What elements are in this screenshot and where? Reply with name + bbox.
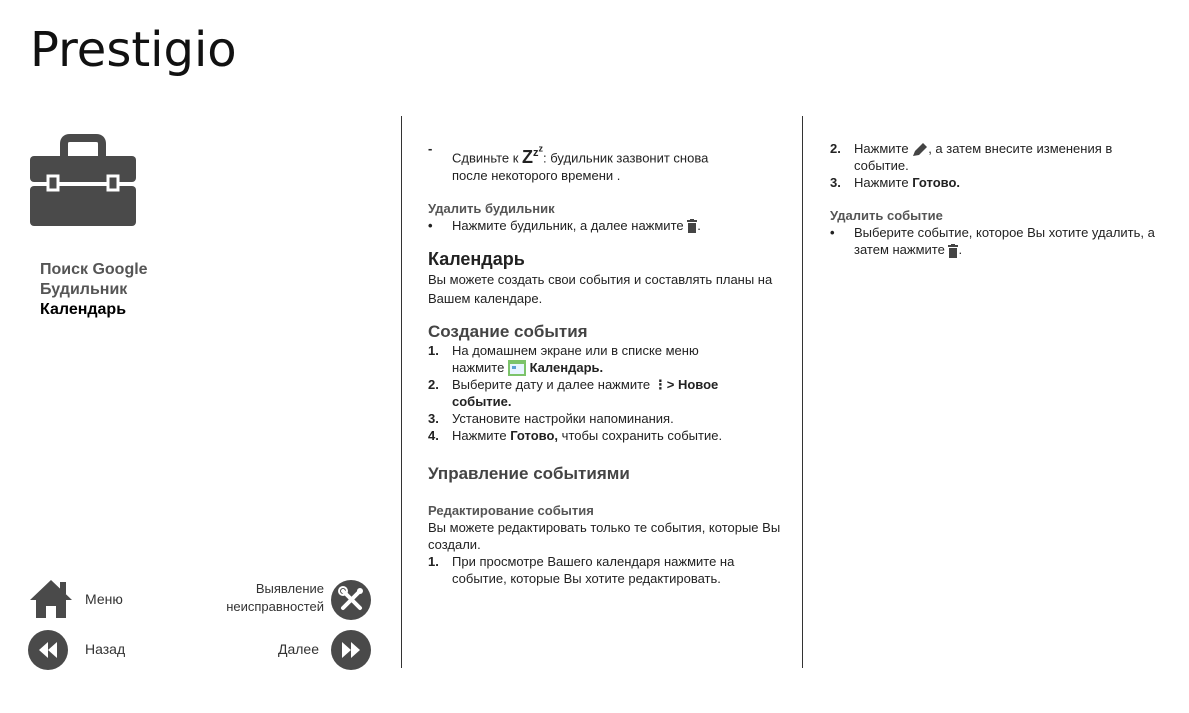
calendar-app-icon — [508, 360, 526, 376]
overflow-menu-icon: ⋮ — [653, 377, 667, 393]
create-event-heading: Создание события — [428, 321, 588, 341]
manage-events-heading: Управление событиями — [428, 464, 630, 484]
delete-alarm-text: Нажмите будильник, а далее нажмите — [452, 217, 684, 233]
next-link[interactable]: Далее — [278, 641, 320, 657]
trash-icon — [948, 244, 958, 258]
snooze-item: - Сдвиньте к $Z^{z^z}$: будильник зазвонит снова после некоторого времени . — [428, 141, 709, 183]
delete-alarm-heading: Удалить будильник — [428, 200, 555, 216]
delete-event-heading: Удалить событие — [830, 208, 943, 223]
edit-intro: Вы можете редактировать только те события, которые Вы создали. — [428, 520, 781, 553]
troubleshoot-link[interactable]: Выявление неисправностей — [226, 581, 324, 614]
fast-forward-icon[interactable] — [331, 630, 371, 670]
home-icon[interactable] — [28, 578, 74, 620]
column-divider — [802, 116, 803, 668]
pencil-icon — [912, 143, 928, 157]
sidebar-item-calendar[interactable]: Календарь — [40, 301, 127, 318]
sidebar-item-alarm[interactable]: Будильник — [40, 281, 128, 298]
calendar-intro: Вы можете создать свои события и составлять планы на Вашем календаре. — [428, 271, 773, 306]
delete-alarm-item: • Нажмите будильник, а далее нажмите . — [428, 217, 701, 233]
create-step-4: 4. Нажмите Готово, чтобы сохранить событие. — [428, 428, 723, 444]
edit-step-1: 1. При просмотре Вашего календаря нажмите на событие, которые Вы хотите редактировать. — [428, 554, 735, 587]
create-step-1: 1. На домашнем экране или в списке меню нажмите Календарь. — [428, 342, 699, 375]
toolbox-icon — [30, 134, 136, 226]
tools-icon[interactable] — [331, 580, 371, 620]
column-divider — [401, 116, 402, 668]
content-column-1 — [428, 140, 788, 587]
delete-event-item: • Выберите событие, которое Вы хотите удалить, а затем нажмите . — [830, 225, 1155, 257]
menu-link[interactable]: Меню — [85, 591, 123, 607]
sidebar-nav — [40, 260, 148, 320]
rewind-icon[interactable] — [28, 630, 68, 670]
create-step-3: 3. Установите настройки напоминания. — [428, 411, 674, 427]
calendar-heading: Календарь — [428, 248, 525, 269]
create-step-2: 2. Выберите дату и далее нажмите ⋮> Новое событие. — [428, 377, 719, 410]
snooze-text-pre: Сдвиньте к — [452, 150, 523, 166]
prestigio-logo: Prestigio — [30, 22, 237, 78]
snooze-text-line2: после некоторого времени . — [452, 167, 621, 183]
sidebar-item-google-search[interactable]: Поиск Google — [40, 261, 148, 278]
edit-event-heading: Редактирование события — [428, 503, 594, 519]
trash-icon — [687, 219, 697, 233]
back-link[interactable]: Назад — [85, 641, 126, 657]
snooze-text-post: : будильник зазвонит снова — [543, 150, 709, 166]
edit-step-3: 3. Нажмите Готово. — [830, 175, 961, 190]
content-column-2 — [830, 140, 1170, 258]
snooze-icon: $Z^{z^z}$ — [522, 143, 544, 167]
edit-step-2: 2. Нажмите , а затем внесите изменения в событие. — [830, 141, 1113, 173]
